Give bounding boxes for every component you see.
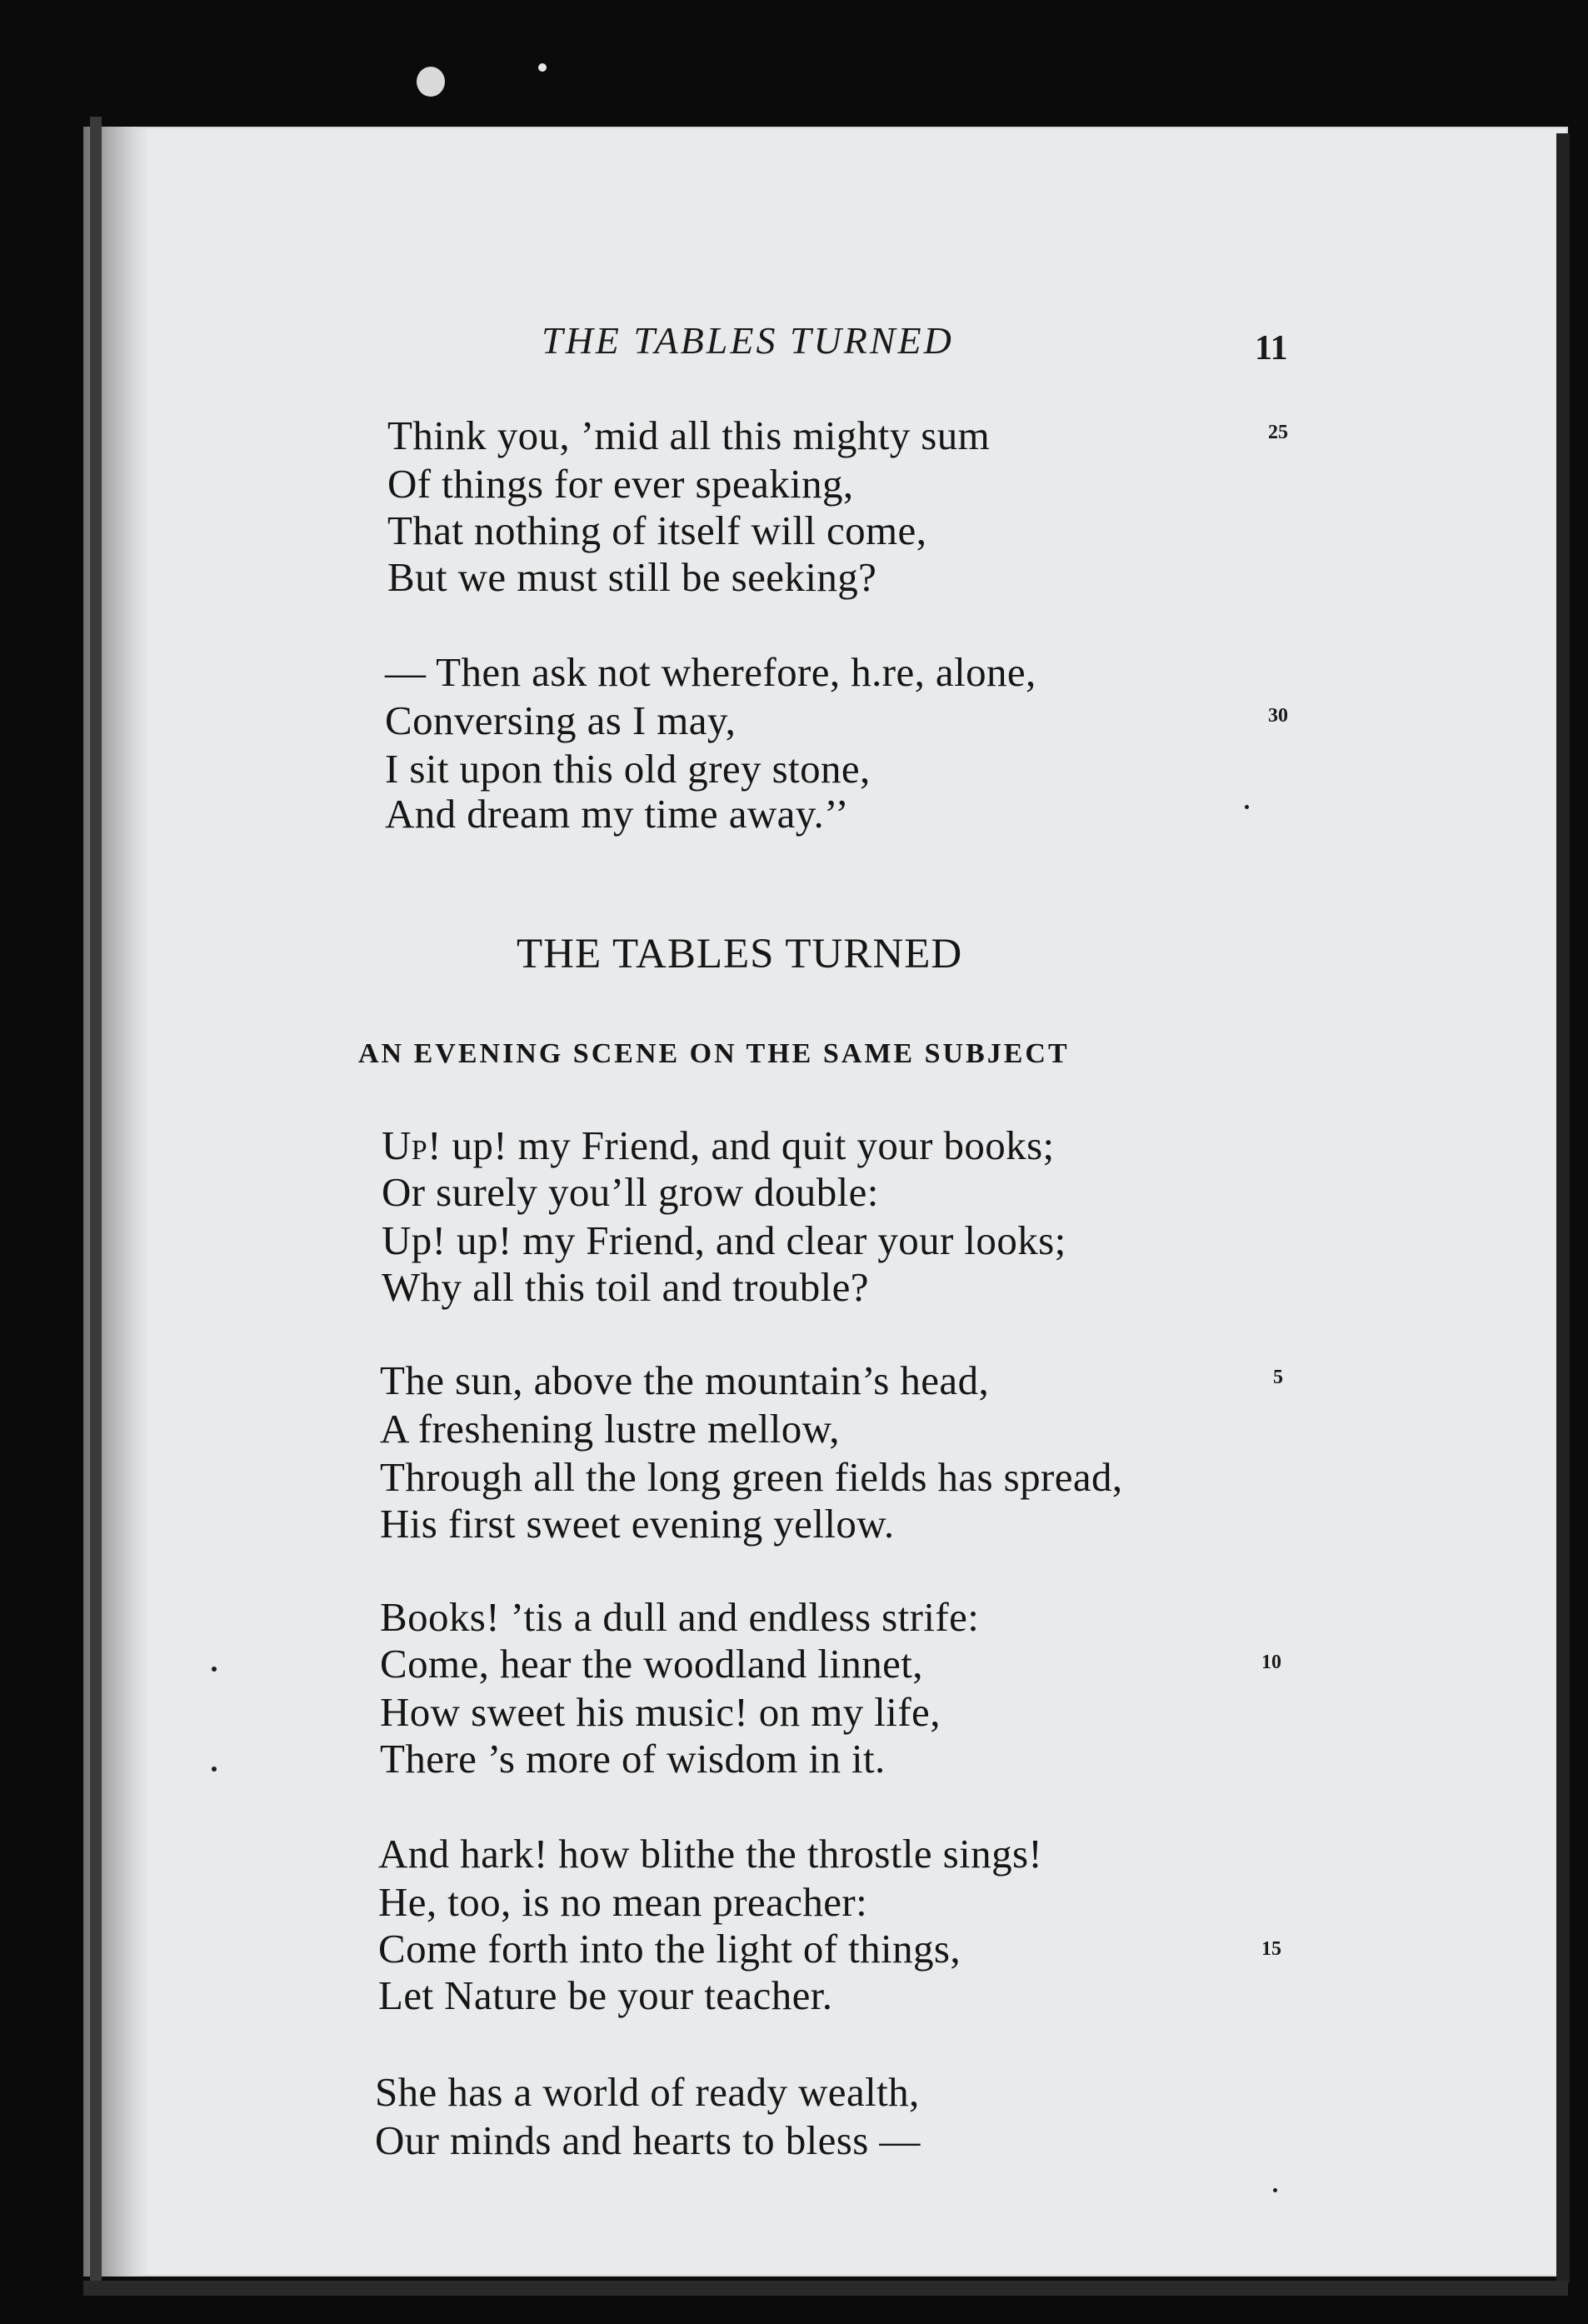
verse-line: His first sweet evening yellow. (380, 1501, 895, 1547)
verse-line: Up! up! my Friend, and clear your looks; (382, 1217, 1066, 1263)
page-number: 11 (1255, 329, 1288, 367)
verse-line: And hark! how blithe the throstle sings! (378, 1831, 1043, 1877)
line-number: 25 (1268, 422, 1288, 443)
verse-line: I sit upon this old grey stone, (385, 746, 871, 792)
first-line-rest: ! up! my Friend, and quit your books; (427, 1122, 1055, 1168)
verse-line: — Then ask not wherefore, h.re, alone, (385, 649, 1036, 695)
verse-line: And dream my time away.’’ (385, 791, 849, 837)
line-number: 15 (1261, 1938, 1281, 1960)
verse-line: He, too, is no mean preacher: (378, 1879, 868, 1925)
verse-line: But we must still be seeking? (387, 554, 877, 600)
verse-line: Or surely you’ll grow double: (382, 1169, 879, 1215)
verse-line: Conversing as I may, (385, 697, 737, 743)
line-number: 10 (1261, 1652, 1281, 1673)
verse-line: How sweet his music! on my life, (380, 1689, 941, 1735)
verse-line: Come forth into the light of things, (378, 1926, 961, 1972)
verse-line: The sun, above the mountain’s head, (380, 1357, 990, 1403)
verse-line-first (382, 1122, 1055, 1169)
line-number: 5 (1273, 1367, 1283, 1388)
verse-line: She has a world of ready wealth, (375, 2069, 920, 2115)
initial-word: Up (382, 1122, 428, 1168)
running-head-title: THE TABLES TURNED (542, 319, 954, 362)
verse-line: Why all this toil and trouble? (382, 1264, 869, 1310)
line-number: 30 (1268, 705, 1288, 727)
poem-subtitle: AN EVENING SCENE ON THE SAME SUBJECT (358, 1038, 1070, 1069)
poem-title: THE TABLES TURNED (517, 931, 963, 977)
verse-line: Through all the long green fields has spread, (380, 1454, 1123, 1500)
verse-line: Let Nature be your teacher. (378, 1972, 833, 2018)
verse-line: Of things for ever speaking, (387, 461, 854, 507)
verse-line: Come, hear the woodland linnet, (380, 1641, 923, 1687)
verse-line: That nothing of itself will come, (387, 507, 927, 553)
verse-line: Think you, ’mid all this mighty sum (387, 412, 991, 458)
verse-line: Books! ’tis a dull and endless strife: (380, 1594, 980, 1640)
verse-line: Our minds and hearts to bless — (375, 2117, 921, 2163)
verse-line: A freshening lustre mellow, (380, 1406, 840, 1452)
verse-line: There ’s more of wisdom in it. (380, 1736, 886, 1782)
